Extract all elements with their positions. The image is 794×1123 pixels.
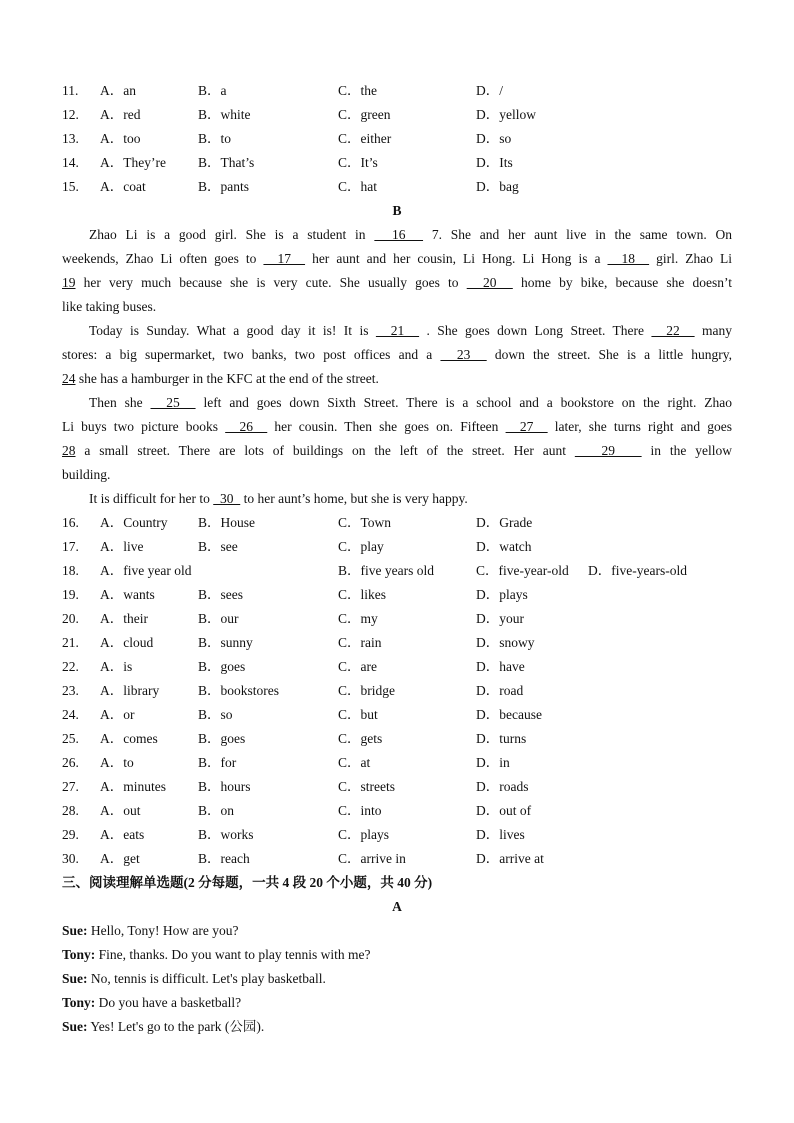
option-d: D．plays	[476, 587, 528, 602]
option-d: D．watch	[476, 539, 532, 554]
question-number: 25.	[62, 731, 79, 746]
question-number: 20.	[62, 611, 79, 626]
option-c: C．It’s	[338, 155, 378, 170]
option-c: C．bridge	[338, 683, 395, 698]
blank-24: 24	[62, 371, 76, 386]
blank-25: 25	[150, 395, 196, 410]
option-d: D．/	[476, 83, 503, 98]
passage-line: Today is Sunday. What a good day it is! It is 21 . She goes down Long Street. There 22 many	[89, 323, 733, 338]
blank-16: 16	[374, 227, 424, 242]
dialogue-line	[62, 967, 326, 991]
option-a: A．an	[100, 83, 136, 98]
option-b: B．goes	[198, 659, 246, 674]
option-b: B．sunny	[198, 635, 253, 650]
option-b: B．reach	[198, 851, 250, 866]
option-b: B．goes	[198, 731, 246, 746]
question-number: 11.	[62, 83, 79, 98]
blank-30: 30	[213, 491, 241, 506]
option-a: A．five year old	[100, 563, 192, 578]
option-c: C．play	[338, 539, 384, 554]
option-b: B．so	[198, 707, 233, 722]
option-a: A．cloud	[100, 635, 154, 650]
option-b: B．our	[198, 611, 239, 626]
utterance: Do you have a basketball?	[95, 995, 242, 1010]
passage-line: weekends, Zhao Li often goes to 17 her aunt and her cousin, Li Hong. Li Hong is a 18 girl. Zhao Li	[62, 251, 733, 266]
utterance: No, tennis is difficult. Let's play basketball.	[87, 971, 326, 986]
option-c: C．arrive in	[338, 851, 406, 866]
question-number: 13.	[62, 131, 79, 146]
speaker: Tony:	[62, 947, 96, 962]
option-b: B．white	[198, 107, 251, 122]
option-b: B．works	[198, 827, 254, 842]
option-d: D．your	[476, 611, 524, 626]
question-number: 27.	[62, 779, 79, 794]
passage-line: Li buys two picture books 26 her cousin. Then she goes on. Fifteen 27 later, she turns right and goes	[62, 419, 733, 434]
option-c: C．streets	[338, 779, 395, 794]
option-b: B．a	[198, 83, 227, 98]
option-a: A．their	[100, 611, 148, 626]
section-title: 三、阅读理解单选题(2 分每题，一共 4 段 20 个小题，共 40 分)	[62, 875, 433, 890]
option-b: B．five years old	[338, 563, 434, 578]
question-number: 28.	[62, 803, 79, 818]
section-b-heading: B	[392, 203, 402, 218]
option-b: B．bookstores	[198, 683, 279, 698]
dialogue-line	[62, 919, 239, 943]
option-d: D．out of	[476, 803, 532, 818]
option-c: C．at	[338, 755, 371, 770]
passage-line: like taking buses.	[62, 299, 157, 314]
option-c: C．but	[338, 707, 378, 722]
utterance: Hello, Tony! How are you?	[87, 923, 239, 938]
speaker: Tony:	[62, 995, 96, 1010]
option-c: C．into	[338, 803, 382, 818]
option-a: A．comes	[100, 731, 158, 746]
option-c: C．gets	[338, 731, 383, 746]
option-d: D．have	[476, 659, 525, 674]
option-d: D．road	[476, 683, 524, 698]
option-c: C．are	[338, 659, 377, 674]
dialogue-line	[62, 943, 371, 967]
question-number: 29.	[62, 827, 79, 842]
question-number: 26.	[62, 755, 79, 770]
option-a: A．Country	[100, 515, 168, 530]
blank-18: 18	[607, 251, 650, 266]
option-a: A．They’re	[100, 155, 166, 170]
blank-26: 26	[225, 419, 268, 434]
option-a: A．eats	[100, 827, 145, 842]
utterance: Yes! Let's go to the park (公园).	[87, 1019, 265, 1034]
option-b: B．see	[198, 539, 238, 554]
option-d: D．in	[476, 755, 510, 770]
question-number: 30.	[62, 851, 79, 866]
option-a: A．out	[100, 803, 141, 818]
question-number: 17.	[62, 539, 79, 554]
passage-line: building.	[62, 467, 111, 482]
blank-19: 19	[62, 275, 76, 290]
option-d: D．because	[476, 707, 542, 722]
option-a: A．is	[100, 659, 133, 674]
option-c: C．green	[338, 107, 391, 122]
option-a: A．get	[100, 851, 140, 866]
option-d: D．yellow	[476, 107, 536, 122]
option-b: B．sees	[198, 587, 243, 602]
option-a: A．or	[100, 707, 135, 722]
question-number: 18.	[62, 563, 79, 578]
question-number: 14.	[62, 155, 79, 170]
option-d: D．Grade	[476, 515, 533, 530]
option-b: B．pants	[198, 179, 250, 194]
option-a: A．to	[100, 755, 134, 770]
option-a: A．library	[100, 683, 160, 698]
question-number: 16.	[62, 515, 79, 530]
blank-22: 22	[651, 323, 695, 338]
option-d: D．Its	[476, 155, 513, 170]
option-d: D．so	[476, 131, 512, 146]
option-b: B．House	[198, 515, 255, 530]
dialogue-line	[62, 991, 241, 1015]
question-number: 22.	[62, 659, 79, 674]
question-number: 23.	[62, 683, 79, 698]
blank-21: 21	[375, 323, 420, 338]
option-b: B．for	[198, 755, 237, 770]
speaker: Sue:	[62, 971, 88, 986]
question-number: 15.	[62, 179, 79, 194]
question-number: 21.	[62, 635, 79, 650]
option-d: D．bag	[476, 179, 519, 194]
option-a: A．red	[100, 107, 141, 122]
passage-line: 19 her very much because she is very cute. She usually goes to 20 home by bike, because she doesn’t	[62, 275, 733, 290]
option-d: D．roads	[476, 779, 529, 794]
blank-17: 17	[263, 251, 306, 266]
section-a-heading: A	[392, 899, 402, 914]
option-c: C．Town	[338, 515, 392, 530]
option-b: B．hours	[198, 779, 251, 794]
option-a: A．live	[100, 539, 144, 554]
passage-line: 24 she has a hamburger in the KFC at the end of the street.	[62, 371, 379, 386]
option-c: C．the	[338, 83, 377, 98]
option-d: D．snowy	[476, 635, 535, 650]
speaker: Sue:	[62, 1019, 88, 1034]
utterance: Fine, thanks. Do you want to play tennis with me?	[95, 947, 371, 962]
passage-line: It is difficult for her to 30 to her aunt’s home, but she is very happy.	[89, 491, 468, 506]
passage-line: Zhao Li is a good girl. She is a student in 16 7. She and her aunt live in the same town. On	[89, 227, 732, 242]
option-c: C．either	[338, 131, 392, 146]
blank-28: 28	[62, 443, 76, 458]
option-a: A．minutes	[100, 779, 166, 794]
passage-line: 28 a small street. There are lots of buildings on the left of the street. Her aunt 29 in the yellow	[62, 443, 732, 458]
option-d: D．arrive at	[476, 851, 544, 866]
passage-line: Then she 25 left and goes down Sixth Street. There is a school and a bookstore on the right. Zhao	[89, 395, 733, 410]
option-d: D．lives	[476, 827, 525, 842]
question-number: 12.	[62, 107, 79, 122]
option-b: B．on	[198, 803, 235, 818]
option-d: D．five-years-old	[588, 563, 687, 578]
blank-29: 29	[574, 443, 642, 458]
option-a: A．coat	[100, 179, 146, 194]
question-number: 19.	[62, 587, 79, 602]
question-number: 24.	[62, 707, 79, 722]
passage-line: stores: a big supermarket, two banks, two post offices and a 23 down the street. She is a little hungry,	[62, 347, 732, 362]
option-c: C．plays	[338, 827, 390, 842]
option-b: B．to	[198, 131, 232, 146]
option-c: C．rain	[338, 635, 382, 650]
speaker: Sue:	[62, 923, 88, 938]
option-a: A．too	[100, 131, 141, 146]
option-c: C．hat	[338, 179, 377, 194]
option-a: A．wants	[100, 587, 155, 602]
option-c: C．my	[338, 611, 378, 626]
option-c: C．likes	[338, 587, 387, 602]
option-c: C．five-year-old	[476, 563, 569, 578]
dialogue-line	[62, 1015, 264, 1039]
blank-23: 23	[440, 347, 487, 362]
option-b: B．That’s	[198, 155, 255, 170]
blank-27: 27	[505, 419, 548, 434]
blank-20: 20	[466, 275, 513, 290]
option-d: D．turns	[476, 731, 527, 746]
